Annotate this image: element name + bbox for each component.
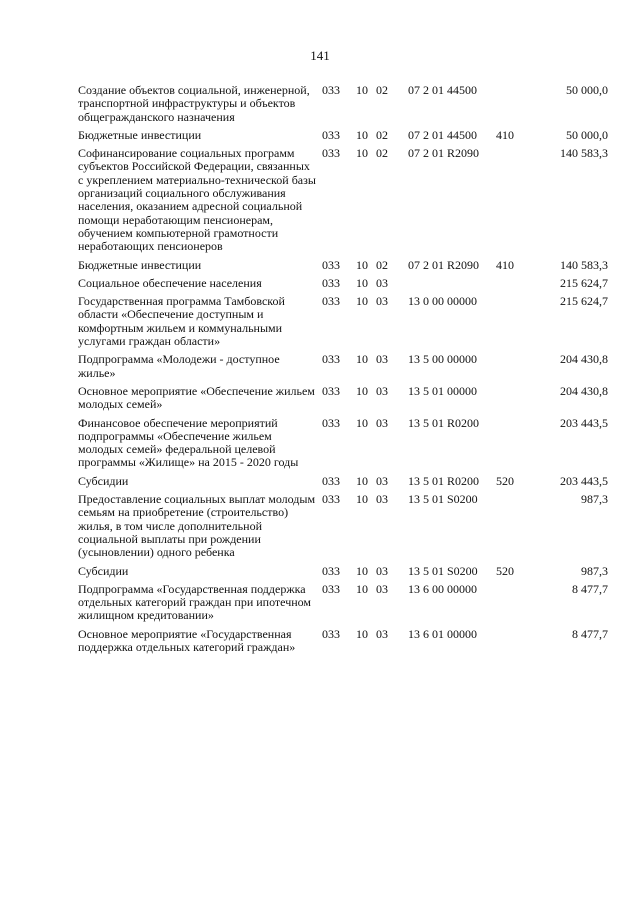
row-name: Бюджетные инвестиции xyxy=(78,127,202,142)
row-target-article: 07 2 01 R2090 xyxy=(408,257,480,272)
row-amount: 8 477,7 xyxy=(572,581,608,596)
row-section-code: 10 xyxy=(356,257,368,272)
row-ved-code: 033 xyxy=(322,473,340,488)
row-ved-code: 033 xyxy=(322,83,340,97)
row-ved-code: 033 xyxy=(322,127,340,142)
row-ved-code: 033 xyxy=(322,415,340,430)
row-amount: 204 430,8 xyxy=(560,352,608,367)
row-section-code: 10 xyxy=(356,352,368,367)
row-subsection-code: 03 xyxy=(376,492,388,507)
row-ved-code: 033 xyxy=(322,352,340,367)
row-expense-type: 520 xyxy=(496,563,514,578)
row-name: Подпрограмма «Молодежи - доступное жилье» xyxy=(78,352,280,380)
row-name: Финансовое обеспечение мероприятий подпрограммы «Обеспечение жильем молодых семей» федеральной целевой программы «Жилище» на 2015 - 2020 годы xyxy=(78,415,299,470)
row-target-article: 13 6 00 00000 xyxy=(408,581,477,596)
row-target-article xyxy=(408,277,496,295)
row-name: Подпрограмма «Государственная поддержка отдельных категорий граждан при ипотечном жилищном кредитовании» xyxy=(78,581,312,623)
row-amount: 8 477,7 xyxy=(572,626,608,641)
row-amount: 987,3 xyxy=(581,563,608,578)
row-subsection-code: 02 xyxy=(376,127,388,142)
row-ved-code: 033 xyxy=(322,257,340,272)
row-expense-type: 410 xyxy=(496,127,514,142)
row-section-code: 10 xyxy=(356,492,368,507)
row-ved-code: 033 xyxy=(322,146,340,161)
row-name: Субсидии xyxy=(78,563,129,578)
row-amount: 204 430,8 xyxy=(560,383,608,398)
row-ved-code: 033 xyxy=(322,275,340,290)
row-expense-type xyxy=(496,628,538,660)
row-target-article: 07 2 01 44500 xyxy=(408,127,477,142)
row-target-article: 13 5 01 S0200 xyxy=(408,492,478,507)
row-ved-code: 033 xyxy=(322,492,340,507)
budget-table xyxy=(78,84,608,659)
row-target-article: 13 5 01 R0200 xyxy=(408,473,480,488)
row-expense-type xyxy=(496,353,538,385)
row-expense-type: 410 xyxy=(496,257,514,272)
row-section-code: 10 xyxy=(356,415,368,430)
table-row xyxy=(78,583,608,628)
row-expense-type xyxy=(496,84,538,129)
table-row xyxy=(78,353,608,385)
row-target-article: 13 5 01 R0200 xyxy=(408,415,480,430)
row-subsection-code: 03 xyxy=(376,626,388,641)
row-section-code: 10 xyxy=(356,127,368,142)
row-target-article: 07 2 01 44500 xyxy=(408,83,477,97)
table-row xyxy=(78,277,608,295)
row-name: Софинансирование социальных программ субъектов Российской Федерации, связанных с укреплением материально-технической базы организаций социального обслуживания населения, оказанием адресной социальной помощи неработающим пенсионерам, обучением компьютерной грамотности неработающих пенсионеров xyxy=(78,146,316,254)
row-name: Основное мероприятие «Государственная поддержка отдельных категорий граждан» xyxy=(78,626,296,654)
row-ved-code: 033 xyxy=(322,383,340,398)
row-expense-type xyxy=(496,493,538,564)
row-name: Социальное обеспечение населения xyxy=(78,275,262,290)
row-amount: 215 624,7 xyxy=(560,294,608,309)
row-section-code: 10 xyxy=(356,581,368,596)
table-row xyxy=(78,417,608,475)
row-name: Создание объектов социальной, инженерной, транспортной инфраструктуры и объектов общегражданского назначения xyxy=(78,83,310,124)
row-section-code: 10 xyxy=(356,83,368,97)
row-ved-code: 033 xyxy=(322,563,340,578)
row-expense-type xyxy=(496,147,538,258)
row-target-article: 13 5 01 00000 xyxy=(408,383,477,398)
row-subsection-code: 02 xyxy=(376,146,388,161)
row-section-code: 10 xyxy=(356,473,368,488)
row-amount: 203 443,5 xyxy=(560,415,608,430)
row-target-article: 13 0 00 00000 xyxy=(408,294,477,309)
row-subsection-code: 03 xyxy=(376,581,388,596)
row-amount: 203 443,5 xyxy=(560,473,608,488)
table-row xyxy=(78,475,608,493)
row-name: Предоставление социальных выплат молодым семьям на приобретение (строительство) жилья, в том числе дополнительной социальной выплаты при рождении (усыновлении) одного ребенка xyxy=(78,492,316,560)
row-subsection-code: 03 xyxy=(376,473,388,488)
row-ved-code: 033 xyxy=(322,626,340,641)
row-target-article: 13 6 01 00000 xyxy=(408,626,477,641)
row-section-code: 10 xyxy=(356,383,368,398)
row-target-article: 07 2 01 R2090 xyxy=(408,146,480,161)
row-subsection-code: 03 xyxy=(376,415,388,430)
row-section-code: 10 xyxy=(356,275,368,290)
table-row xyxy=(78,259,608,277)
table-row xyxy=(78,493,608,564)
row-name: Государственная программа Тамбовской области «Обеспечение доступным и комфортным жильем и коммунальными услугами граждан области» xyxy=(78,294,285,349)
row-amount: 215 624,7 xyxy=(560,275,608,290)
row-expense-type xyxy=(496,417,538,475)
row-subsection-code: 02 xyxy=(376,257,388,272)
row-section-code: 10 xyxy=(356,626,368,641)
row-expense-type: 520 xyxy=(496,473,514,488)
table-row xyxy=(78,565,608,583)
row-section-code: 10 xyxy=(356,146,368,161)
row-section-code: 10 xyxy=(356,563,368,578)
row-expense-type xyxy=(496,277,538,295)
row-amount: 50 000,0 xyxy=(566,127,608,142)
row-amount: 50 000,0 xyxy=(566,83,608,97)
row-target-article: 13 5 01 S0200 xyxy=(408,563,478,578)
row-subsection-code: 03 xyxy=(376,383,388,398)
row-amount: 987,3 xyxy=(581,492,608,507)
row-target-article: 13 5 00 00000 xyxy=(408,352,477,367)
row-name: Бюджетные инвестиции xyxy=(78,257,202,272)
row-subsection-code: 03 xyxy=(376,275,388,290)
table-row xyxy=(78,129,608,147)
row-expense-type xyxy=(496,295,538,353)
row-subsection-code: 03 xyxy=(376,294,388,309)
row-subsection-code: 03 xyxy=(376,352,388,367)
table-row xyxy=(78,147,608,258)
row-section-code: 10 xyxy=(356,294,368,309)
row-expense-type xyxy=(496,385,538,417)
row-amount: 140 583,3 xyxy=(560,146,608,161)
row-subsection-code: 02 xyxy=(376,83,388,97)
table-row xyxy=(78,385,608,417)
row-subsection-code: 03 xyxy=(376,563,388,578)
row-ved-code: 033 xyxy=(322,294,340,309)
table-row xyxy=(78,295,608,353)
row-name: Субсидии xyxy=(78,473,129,488)
row-ved-code: 033 xyxy=(322,581,340,596)
row-name: Основное мероприятие «Обеспечение жильем молодых семей» xyxy=(78,383,315,412)
table-row xyxy=(78,84,608,129)
row-expense-type xyxy=(496,583,538,628)
page-number: 141 xyxy=(310,48,330,63)
row-amount: 140 583,3 xyxy=(560,257,608,272)
table-row xyxy=(78,628,608,660)
